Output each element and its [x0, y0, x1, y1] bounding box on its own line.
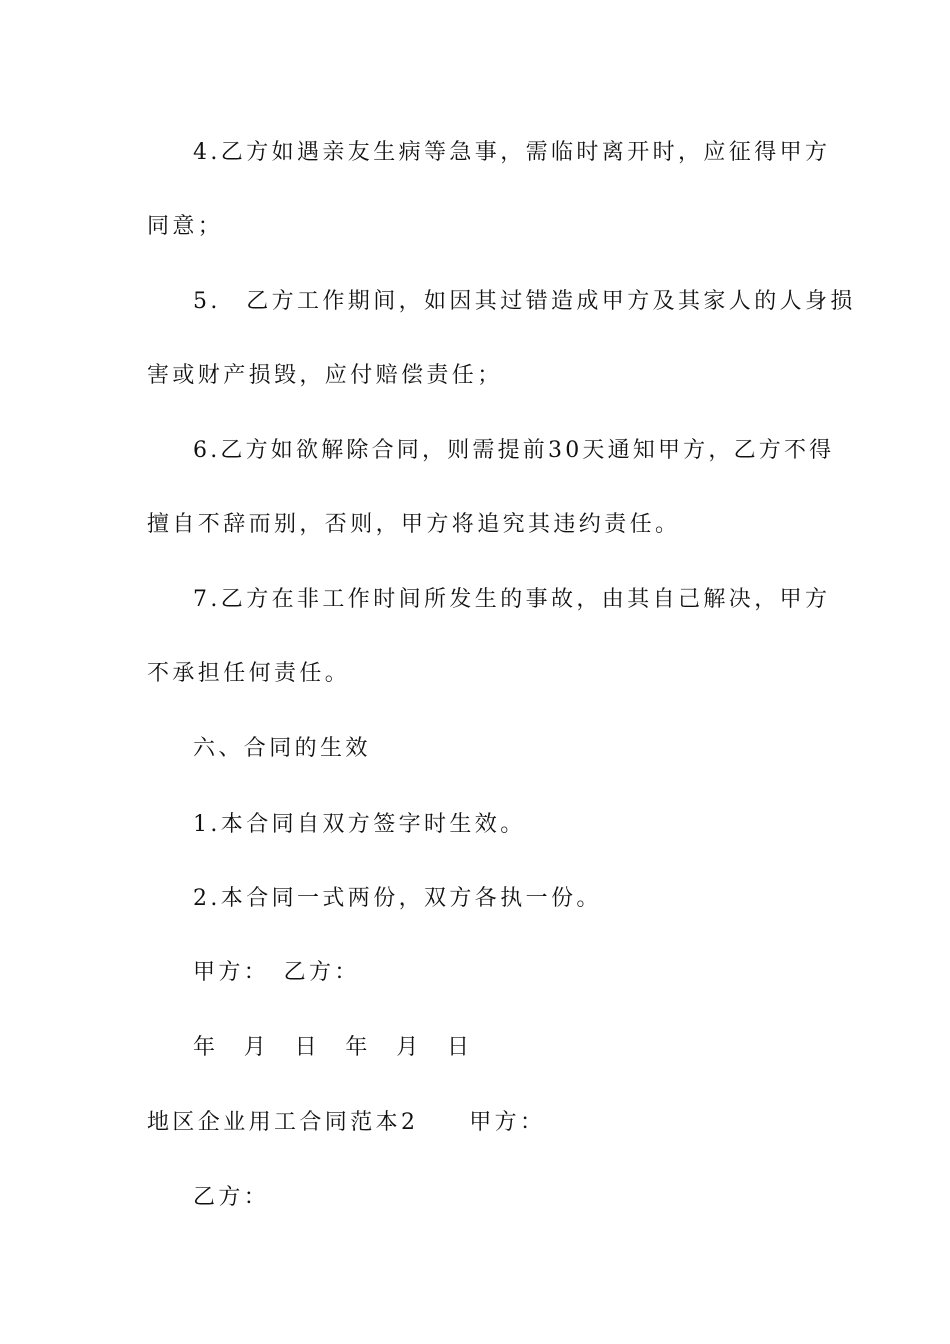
clause-4-line-2: 同意；	[147, 214, 224, 239]
signature-dates: 年 月 日 年 月 日	[193, 1035, 473, 1060]
signature-parties: 甲方： 乙方：	[193, 960, 360, 985]
effectiveness-clause-1: 1.本合同自双方签字时生效。	[193, 812, 526, 837]
effectiveness-clause-2: 2.本合同一式两份，双方各执一份。	[193, 886, 602, 911]
clause-6-line-2: 擅自不辞而别，否则，甲方将追究其违约责任。	[147, 512, 681, 537]
clause-7-line-1: 7.乙方在非工作时间所发生的事故，由其自己解决，甲方	[193, 587, 831, 612]
clause-7-line-2: 不承担任何责任。	[147, 661, 351, 686]
clause-5-line-2: 害或财产损毁，应付赔偿责任；	[147, 363, 503, 388]
template-2-title-line: 地区企业用工合同范本2 甲方：	[147, 1110, 546, 1135]
clause-4-line-1: 4.乙方如遇亲友生病等急事，需临时离开时，应征得甲方	[193, 140, 831, 165]
party-b-line: 乙方：	[193, 1185, 270, 1210]
clause-5-line-1: 5. 乙方工作期间，如因其过错造成甲方及其家人的人身损	[193, 289, 856, 314]
clause-6-line-1: 6.乙方如欲解除合同，则需提前30天通知甲方，乙方不得	[193, 438, 835, 463]
section-heading-effectiveness: 六、合同的生效	[193, 736, 371, 761]
